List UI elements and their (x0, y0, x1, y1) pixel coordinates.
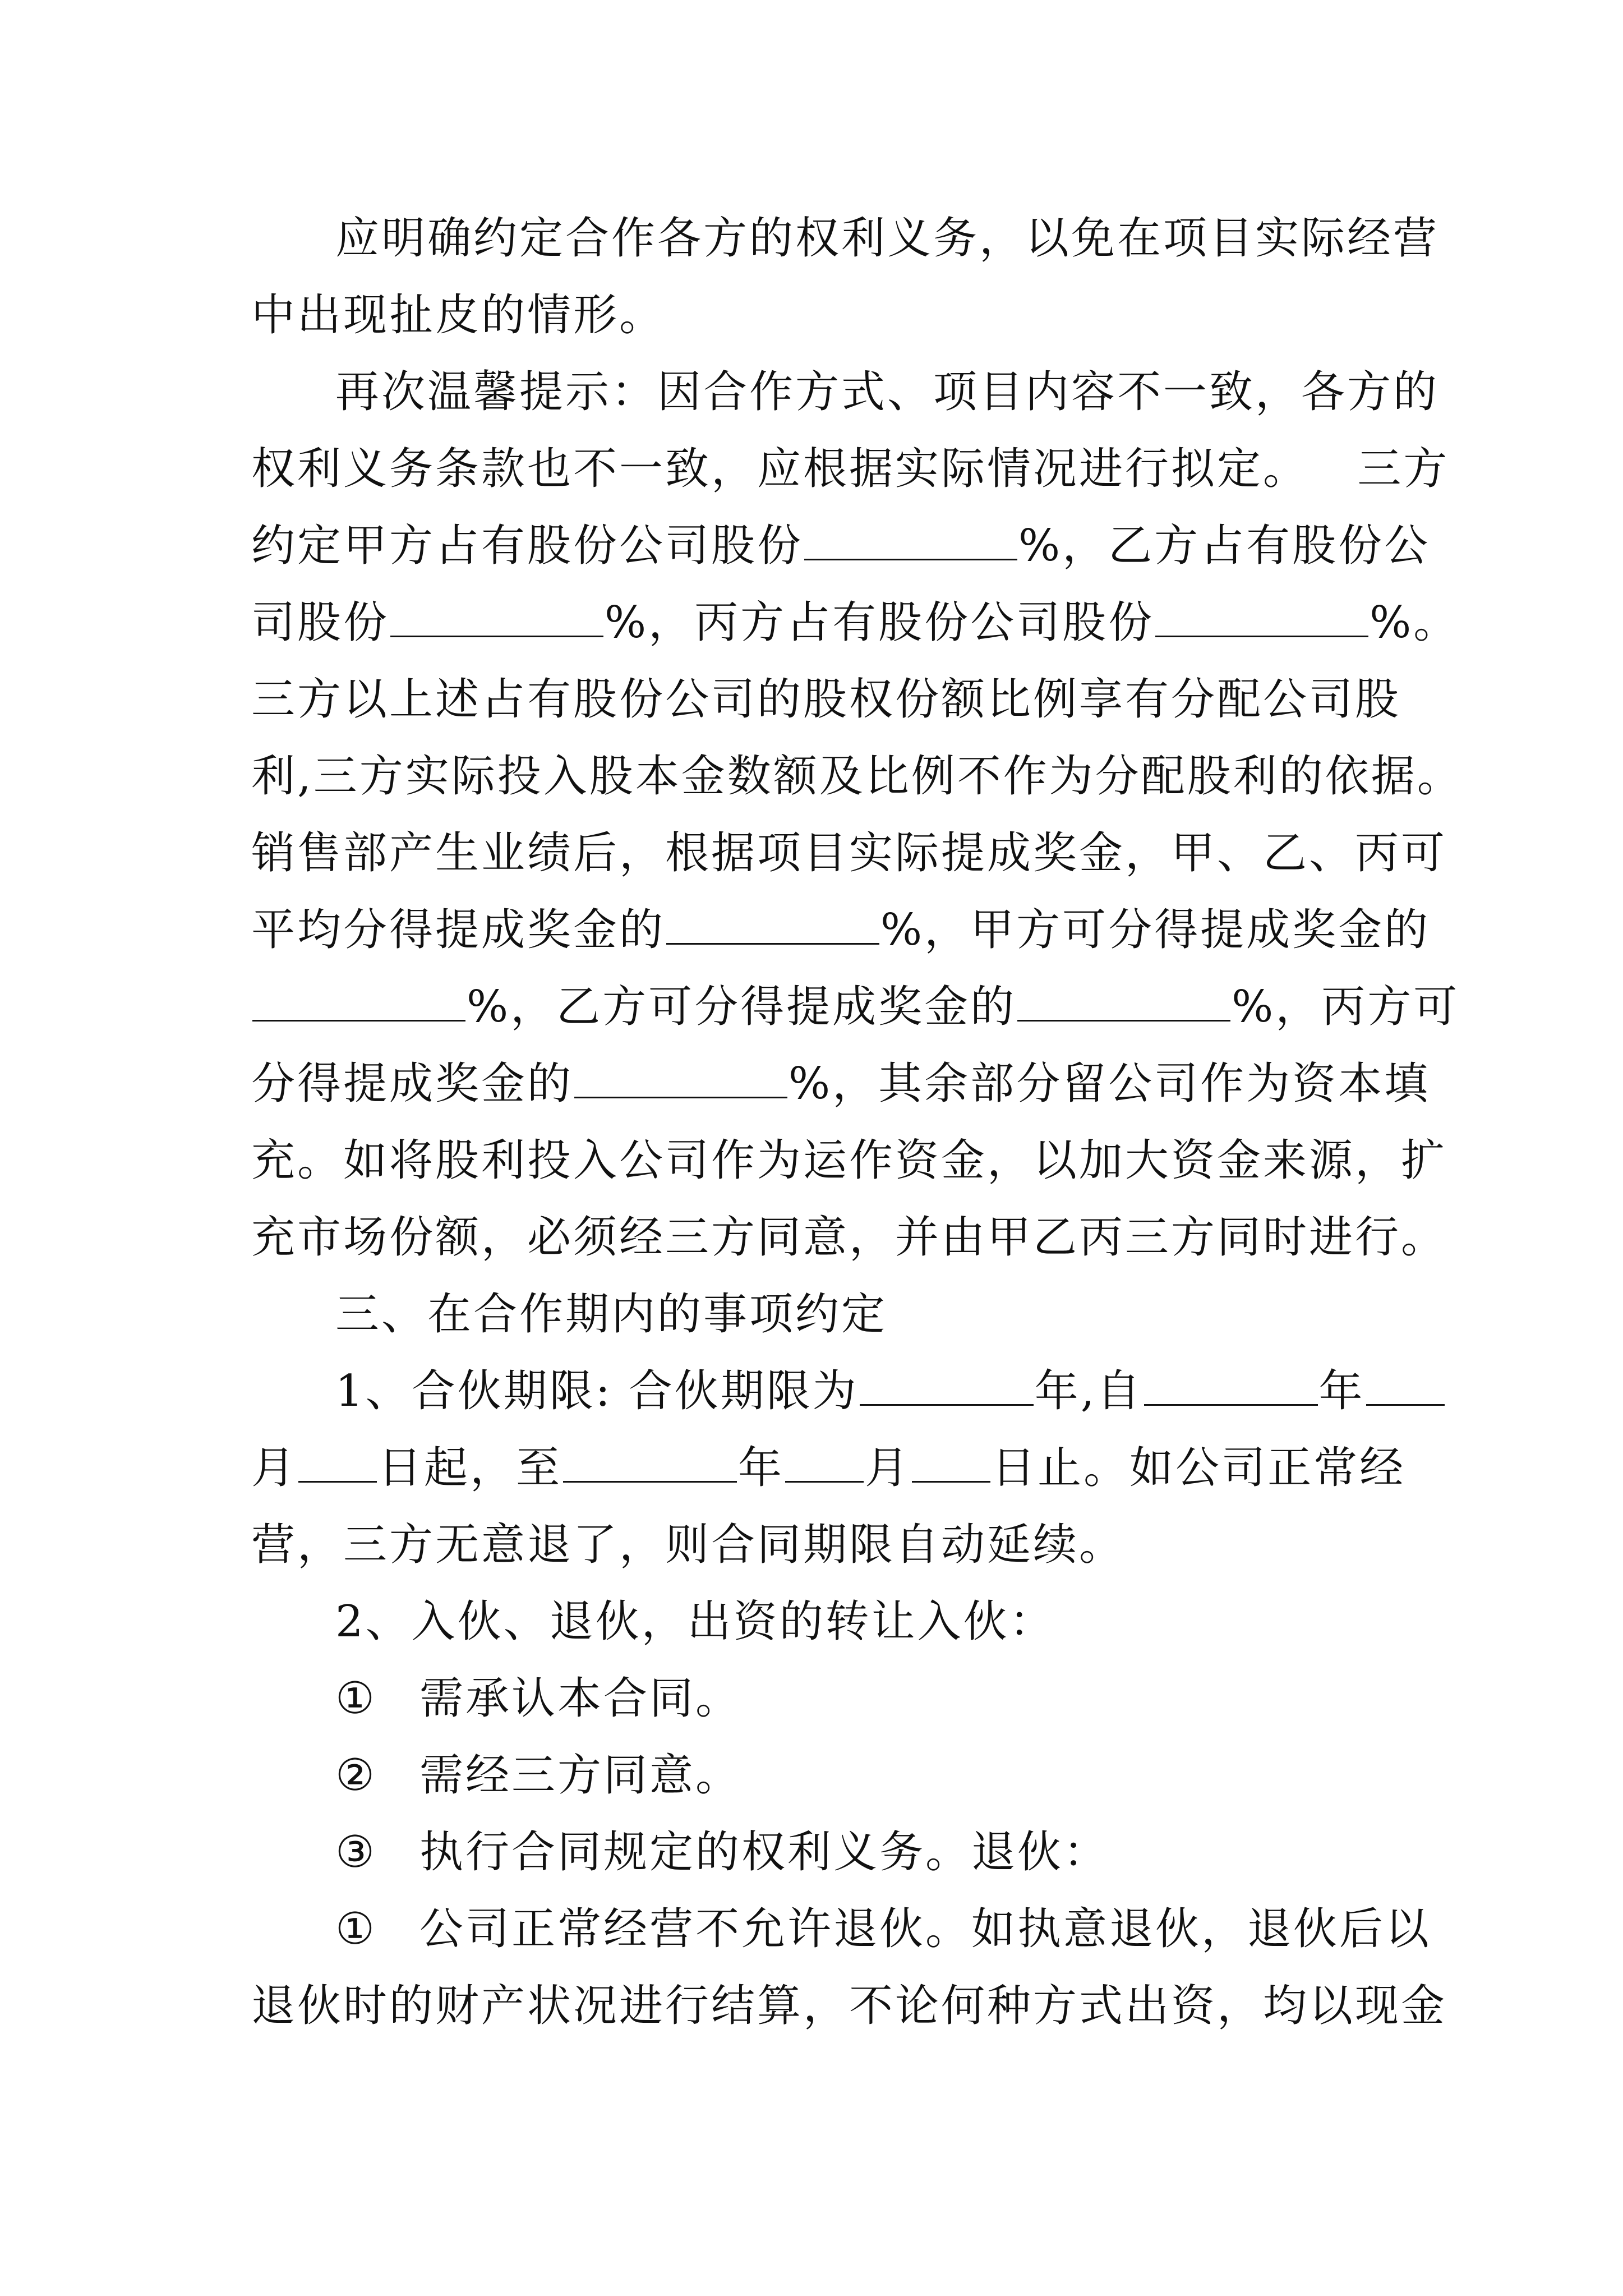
circled-number: ③ (335, 1827, 377, 1878)
paragraph-line (251, 595, 1459, 679)
text: 分得提成奖金的 (251, 1059, 574, 1109)
text: 营，三方无意退了，则合同期限自动延续。 (251, 1520, 1126, 1570)
paragraph-line (251, 902, 1430, 986)
paragraph-line (251, 518, 1430, 602)
list-item (251, 1824, 1109, 1908)
list-item (251, 1747, 741, 1832)
text: 约定甲方占有股份公司股份 (251, 521, 804, 571)
text: 需承认本合同。 (419, 1673, 742, 1724)
circled-number: ① (335, 1904, 377, 1954)
text: 三方以上述占有股份公司的股权份额比例享有分配公司股 (251, 674, 1401, 725)
paragraph-line (251, 979, 1459, 1063)
text: 1、合伙期限: 合伙期限为 (335, 1366, 859, 1416)
paragraph-line (251, 1056, 1430, 1140)
paragraph-line (251, 210, 1439, 295)
paragraph-line (251, 1209, 1447, 1294)
text: %，丙方可 (1232, 982, 1460, 1032)
text: 中出现扯皮的情形。 (251, 290, 666, 341)
text: 公司正常经营不允许退伙。如执意退伙，退伙后以 (419, 1904, 1432, 1954)
text: 平均分得提成奖金的 (251, 905, 666, 955)
paragraph-line (251, 1440, 1405, 1524)
text: 需经三方同意。 (419, 1750, 742, 1801)
text: 日起，至 (378, 1443, 562, 1493)
text: %，甲方可分得提成奖金的 (880, 905, 1431, 955)
fill-blank[interactable] (563, 1442, 737, 1483)
text: %。 (1370, 597, 1460, 648)
text: 年,自 (1034, 1366, 1143, 1416)
fill-blank[interactable] (390, 596, 603, 637)
text: 年 (738, 1443, 785, 1493)
fill-blank[interactable] (252, 981, 465, 1022)
fill-blank[interactable] (860, 1365, 1034, 1406)
circled-number: ② (335, 1750, 377, 1801)
text: %，丙方占有股份公司股份 (605, 597, 1155, 648)
fill-blank[interactable] (666, 904, 879, 945)
paragraph-line (251, 1594, 1055, 1678)
text: 应明确约定合作各方的权利义务，以免在项目实际经营 (335, 213, 1440, 264)
fill-blank[interactable] (1144, 1365, 1318, 1406)
fill-blank[interactable] (1155, 596, 1368, 637)
paragraph-line (251, 441, 1449, 525)
text: 月 (865, 1443, 911, 1493)
paragraph-line (251, 825, 1447, 909)
paragraph-line (251, 1363, 1446, 1447)
text: 销售部产生业绩后，根据项目实际提成奖金，甲、乙、丙可 (251, 828, 1447, 878)
text: 执行合同规定的权利义务。退伙： (419, 1827, 1110, 1878)
fill-blank[interactable] (1366, 1365, 1445, 1406)
text: %，乙方占有股份公 (1018, 521, 1431, 571)
text: 2、入伙、退伙，出资的转让入伙： (335, 1596, 1055, 1647)
circled-number: ① (335, 1673, 377, 1724)
paragraph-line (251, 287, 665, 371)
fill-blank[interactable] (912, 1442, 990, 1483)
text: 日止。如公司正常经 (992, 1443, 1406, 1493)
list-item (251, 1901, 1431, 1985)
paragraph-line (251, 1517, 1125, 1601)
fill-blank[interactable] (804, 519, 1017, 560)
text: %，其余部分留公司作为资本填 (789, 1059, 1431, 1109)
text: 利,三方实际投入股本金数额及比例不作为分配股利的依据。 (251, 751, 1463, 802)
text: 三、在合作期内的事项约定 (335, 1289, 888, 1340)
text: 权利义务条款也不一致，应根据实际情况进行拟定。 三方 (251, 444, 1450, 494)
text: 退伙时的财产状况进行结算，不论何种方式出资，均以现金 (251, 1981, 1447, 2031)
paragraph-line (251, 364, 1439, 448)
text: %，乙方可分得提成奖金的 (467, 982, 1017, 1032)
paragraph-line (251, 748, 1463, 832)
section-heading (251, 1286, 887, 1370)
list-item (251, 1671, 741, 1755)
text: 充市场份额，必须经三方同意，并由甲乙丙三方同时进行。 (251, 1212, 1447, 1263)
text: 再次温馨提示：因合作方式、项目内容不一致，各方的 (335, 367, 1440, 417)
text: 司股份 (251, 597, 390, 648)
text: 月 (251, 1443, 298, 1493)
paragraph-line (251, 1133, 1447, 1217)
fill-blank[interactable] (1017, 981, 1230, 1022)
text: 年 (1318, 1366, 1365, 1416)
paragraph-line (251, 671, 1401, 756)
fill-blank[interactable] (574, 1057, 787, 1098)
fill-blank[interactable] (298, 1442, 377, 1483)
fill-blank[interactable] (785, 1442, 864, 1483)
paragraph-line (251, 1978, 1447, 2062)
text: 充。如将股利投入公司作为运作资金，以加大资金来源，扩 (251, 1135, 1447, 1186)
